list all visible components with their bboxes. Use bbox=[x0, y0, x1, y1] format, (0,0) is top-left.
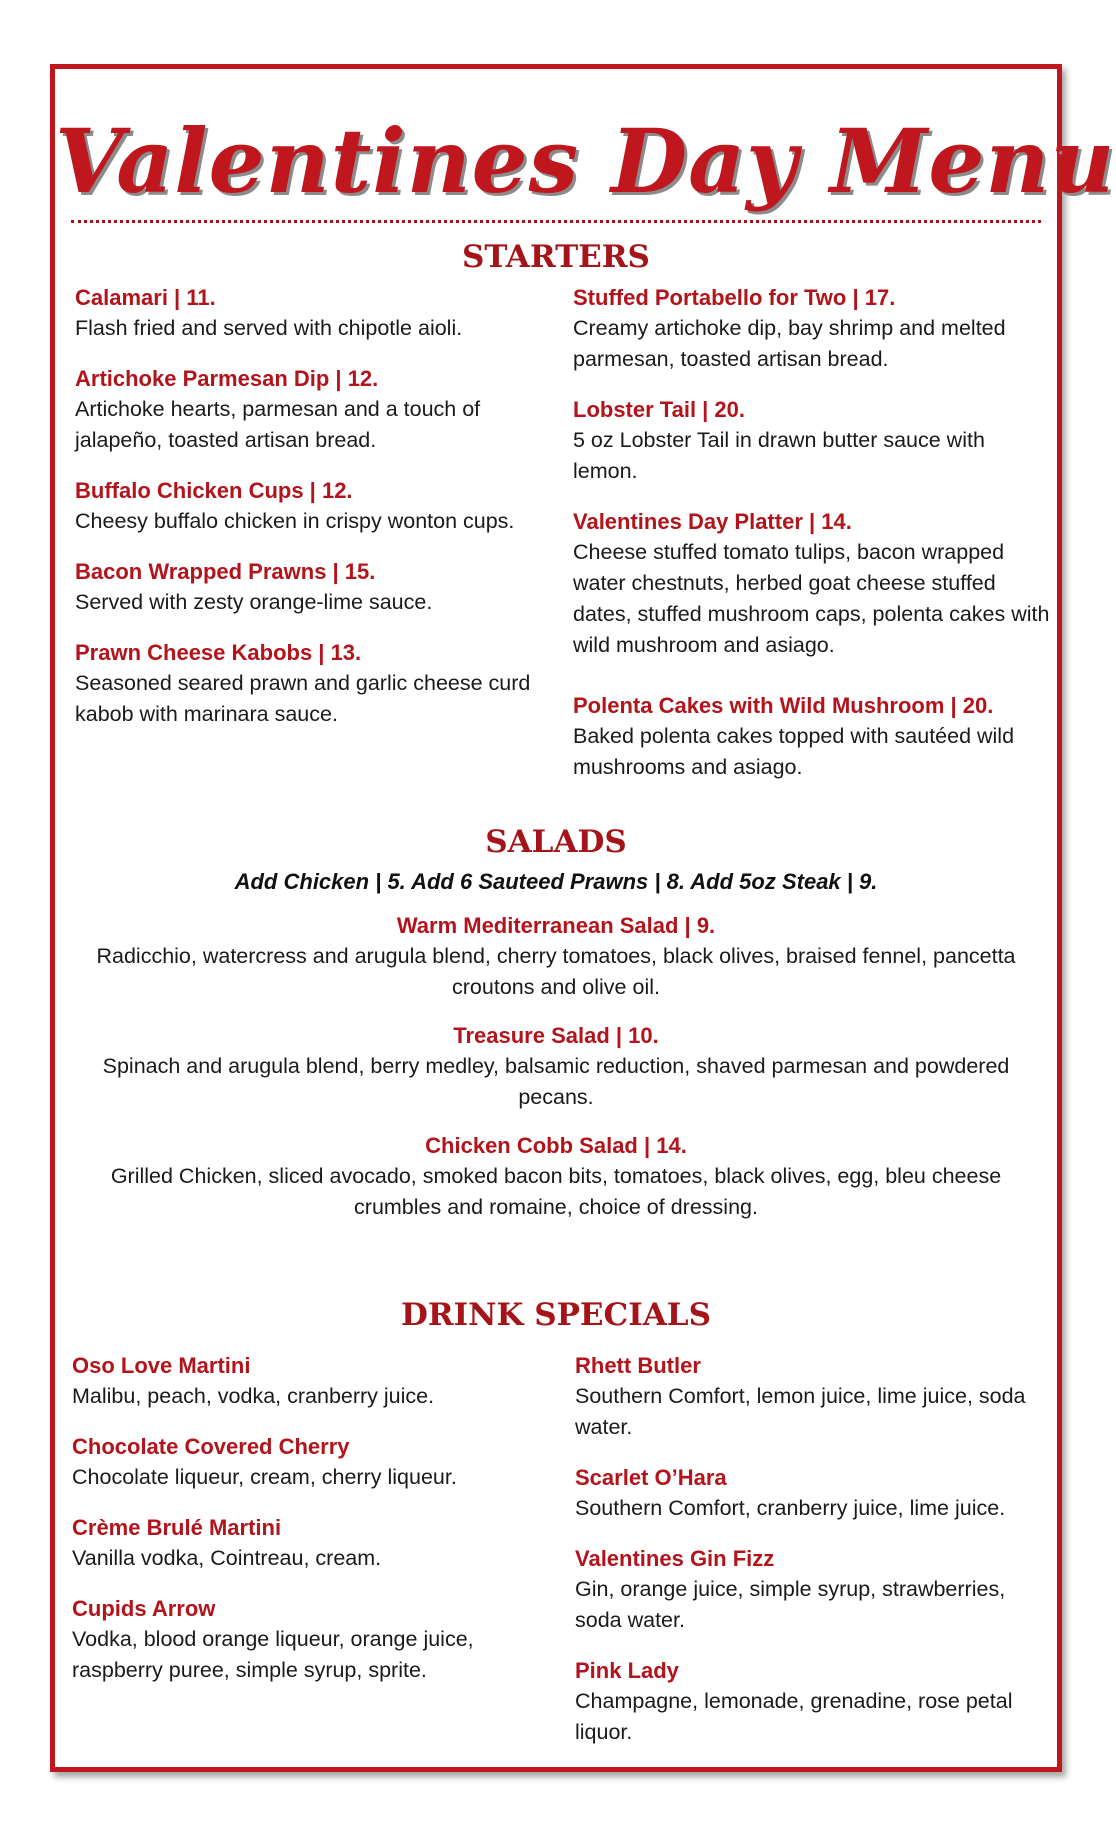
starters-heading: STARTERS bbox=[462, 239, 650, 275]
item-description: Chocolate liqueur, cream, cherry liqueur. bbox=[72, 1465, 457, 1489]
menu-item bbox=[573, 283, 1053, 375]
item-description: Radicchio, watercress and arugula blend, cherry tomatoes, black olives, braised fennel, pancetta croutons and olive oil. bbox=[96, 944, 1016, 999]
menu-title: Valentines Day Menu bbox=[55, 109, 1116, 213]
item-name: Valentines Day Platter | 14. bbox=[573, 509, 852, 534]
item-description: 5 oz Lobster Tail in drawn butter sauce with lemon. bbox=[573, 428, 985, 483]
menu-item bbox=[75, 476, 555, 537]
item-name: Chicken Cobb Salad | 14. bbox=[425, 1133, 687, 1158]
item-description: Cheesy buffalo chicken in crispy wonton cups. bbox=[75, 509, 515, 533]
menu-item bbox=[75, 557, 555, 618]
salad-addons: Add Chicken | 5. Add 6 Sauteed Prawns | 8. Add 5oz Steak | 9. bbox=[234, 869, 878, 894]
item-name: Cupids Arrow bbox=[72, 1596, 216, 1621]
item-name: Artichoke Parmesan Dip | 12. bbox=[75, 366, 379, 391]
starters-right-column bbox=[573, 283, 1053, 803]
item-description: Grilled Chicken, sliced avocado, smoked bacon bits, tomatoes, black olives, egg, bleu cheese crumbles and romaine, choice of dressing. bbox=[110, 1164, 1002, 1219]
item-description: Creamy artichoke dip, bay shrimp and melted parmesan, toasted artisan bread. bbox=[573, 316, 1006, 371]
item-description: Gin, orange juice, simple syrup, strawberries, soda water. bbox=[575, 1577, 1006, 1632]
item-description: Baked polenta cakes topped with sautéed wild mushrooms and asiago. bbox=[573, 724, 1015, 779]
menu-item bbox=[573, 395, 1053, 487]
drink-specials-heading: DRINK SPECIALS bbox=[401, 1297, 711, 1333]
menu-item bbox=[72, 1594, 552, 1686]
item-name: Stuffed Portabello for Two | 17. bbox=[573, 285, 896, 310]
item-description: Southern Comfort, cranberry juice, lime juice. bbox=[575, 1496, 1006, 1520]
salads-heading: SALADS bbox=[485, 824, 627, 860]
item-description: Malibu, peach, vodka, cranberry juice. bbox=[72, 1384, 435, 1408]
menu-item bbox=[575, 1463, 1055, 1524]
item-description: Artichoke hearts, parmesan and a touch of jalapeño, toasted artisan bread. bbox=[75, 397, 481, 452]
menu-item bbox=[72, 1513, 552, 1574]
menu-item bbox=[75, 1131, 1037, 1223]
menu-item bbox=[573, 507, 1053, 661]
item-description: Spinach and arugula blend, berry medley, balsamic reduction, shaved parmesan and powdered pecans. bbox=[102, 1054, 1010, 1109]
item-name: Scarlet O’Hara bbox=[575, 1465, 727, 1490]
item-name: Rhett Butler bbox=[575, 1353, 701, 1378]
item-name: Warm Mediterranean Salad | 9. bbox=[396, 913, 716, 938]
dotted-divider bbox=[71, 220, 1041, 223]
menu-item bbox=[75, 638, 555, 730]
item-description: Flash fried and served with chipotle aioli. bbox=[75, 316, 463, 340]
item-name: Valentines Gin Fizz bbox=[575, 1546, 775, 1571]
item-name: Pink Lady bbox=[575, 1658, 679, 1683]
item-name: Chocolate Covered Cherry bbox=[72, 1434, 350, 1459]
starters-left-column bbox=[75, 283, 555, 750]
item-name: Polenta Cakes with Wild Mushroom | 20. bbox=[573, 693, 994, 718]
menu-item bbox=[575, 1544, 1055, 1636]
menu-frame bbox=[50, 64, 1116, 1772]
item-name: Treasure Salad | 10. bbox=[453, 1023, 659, 1048]
item-name: Oso Love Martini bbox=[72, 1353, 251, 1378]
menu-item bbox=[75, 911, 1037, 1003]
item-description: Cheese stuffed tomato tulips, bacon wrapped water chestnuts, herbed goat cheese stuffed dates, stuffed mushroom caps, polenta cakes with wild mushroom and asiago. bbox=[573, 540, 1050, 657]
drinks-right-column bbox=[575, 1351, 1055, 1768]
item-description: Served with zesty orange-lime sauce. bbox=[75, 590, 433, 614]
item-name: Calamari | 11. bbox=[75, 285, 216, 310]
item-description: Southern Comfort, lemon juice, lime juice, soda water. bbox=[575, 1384, 1026, 1439]
item-description: Vanilla vodka, Cointreau, cream. bbox=[72, 1546, 382, 1570]
menu-item bbox=[573, 691, 1053, 783]
item-description: Vodka, blood orange liqueur, orange juice, raspberry puree, simple syrup, sprite. bbox=[72, 1627, 474, 1682]
item-name: Buffalo Chicken Cups | 12. bbox=[75, 478, 353, 503]
menu-item bbox=[72, 1351, 552, 1412]
salads-section bbox=[75, 869, 1037, 1241]
item-name: Crème Brulé Martini bbox=[72, 1515, 282, 1540]
menu-item bbox=[75, 1021, 1037, 1113]
menu-item bbox=[575, 1656, 1055, 1748]
menu-item bbox=[75, 283, 555, 344]
menu-item bbox=[75, 364, 555, 456]
item-name: Bacon Wrapped Prawns | 15. bbox=[75, 559, 376, 584]
item-description: Champagne, lemonade, grenadine, rose petal liquor. bbox=[575, 1689, 1013, 1744]
item-description: Seasoned seared prawn and garlic cheese curd kabob with marinara sauce. bbox=[75, 671, 531, 726]
item-name: Lobster Tail | 20. bbox=[573, 397, 746, 422]
item-name: Prawn Cheese Kabobs | 13. bbox=[75, 640, 362, 665]
drinks-left-column bbox=[72, 1351, 552, 1706]
menu-item bbox=[72, 1432, 552, 1493]
menu-item bbox=[575, 1351, 1055, 1443]
